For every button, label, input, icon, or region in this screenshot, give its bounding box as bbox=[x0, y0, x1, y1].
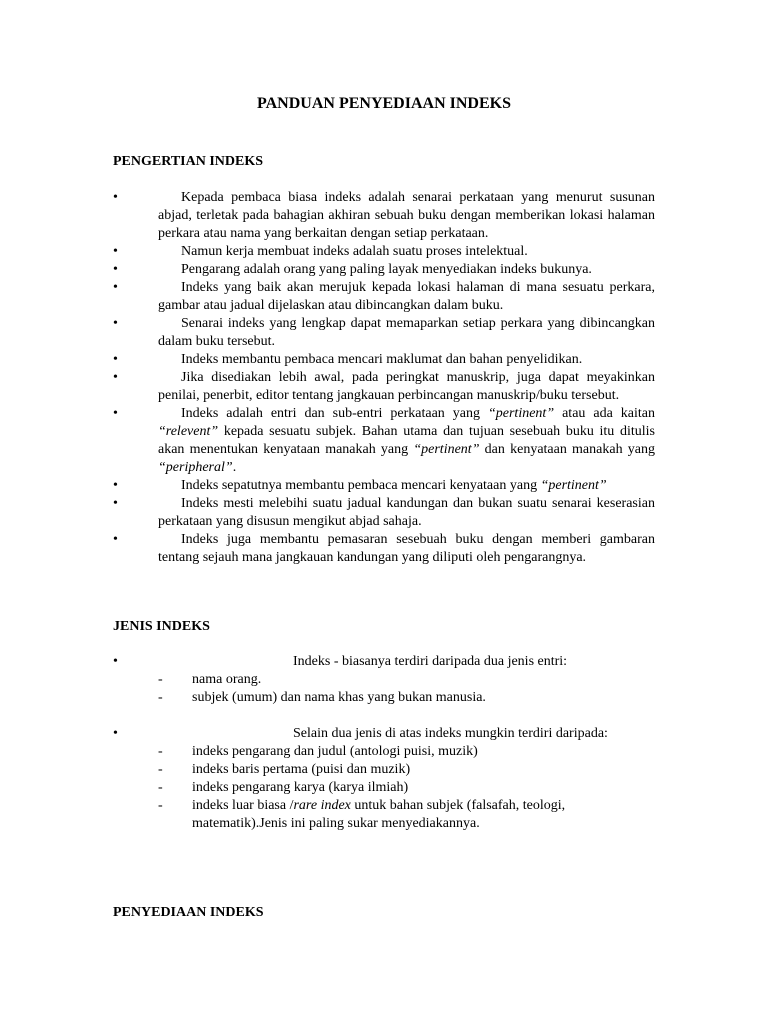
bullet-icon: • bbox=[113, 352, 118, 367]
italic-term: “pertinent” bbox=[540, 478, 607, 493]
dash-icon: - bbox=[158, 762, 163, 777]
bullet-icon: • bbox=[113, 532, 118, 547]
document-title: PANDUAN PENYEDIAAN INDEKS bbox=[257, 95, 511, 112]
list-item-text: Namun kerja membuat indeks adalah suatu proses intelektual. bbox=[181, 244, 528, 259]
list-item-lead: Selain dua jenis di atas indeks mungkin terdiri daripada: bbox=[293, 726, 608, 741]
bullet-icon: • bbox=[113, 726, 118, 741]
sub-list-item bbox=[113, 779, 655, 797]
jenis-list bbox=[113, 653, 655, 833]
pengertian-bullet-list bbox=[113, 189, 655, 567]
sub-list-item-text: nama orang. bbox=[192, 672, 262, 687]
list-item bbox=[113, 351, 655, 369]
sub-list-item bbox=[113, 689, 655, 707]
sub-list-item-text: indeks luar biasa /rare index untuk bahan subjek (falsafah, teologi, matematik).Jenis ini paling sukar menyediakannya. bbox=[192, 798, 566, 831]
sub-list bbox=[113, 743, 655, 833]
spacer bbox=[113, 707, 655, 725]
sub-list-item bbox=[113, 671, 655, 689]
list-item bbox=[113, 531, 655, 567]
list-item-text: Indeks yang baik akan merujuk kepada lokasi halaman di mana sesuatu perkara, gambar atau jadual dijelaskan atau dibincangkan dalam buku. bbox=[158, 280, 655, 313]
sub-list-item-text: indeks baris pertama (puisi dan muzik) bbox=[192, 762, 411, 777]
bullet-icon: • bbox=[113, 244, 118, 259]
section-heading-pengertian: PENGERTIAN INDEKS bbox=[113, 154, 264, 169]
list-item-text: Indeks sepatutnya membantu pembaca mencari kenyataan yang “pertinent” bbox=[181, 478, 607, 493]
section-heading-penyediaan: PENYEDIAAN INDEKS bbox=[113, 905, 264, 920]
list-item-text: Jika disediakan lebih awal, pada peringkat manuskrip, juga dapat meyakinkan penilai, penerbit, editor tentang jangkauan perbincangan manuskrip/buku tersebut. bbox=[158, 370, 655, 403]
bullet-icon: • bbox=[113, 316, 118, 331]
sub-list-item-text: indeks pengarang karya (karya ilmiah) bbox=[192, 780, 409, 795]
list-item-text: Indeks juga membantu pemasaran sesebuah buku dengan memberi gambaran tentang sejauh mana jangkauan kandungan yang diliputi oleh pengarangnya. bbox=[158, 532, 655, 565]
bullet-icon: • bbox=[113, 496, 118, 511]
italic-term: “pertinent” bbox=[413, 442, 480, 457]
list-item-text: Pengarang adalah orang yang paling layak menyediakan indeks bukunya. bbox=[181, 262, 592, 277]
list-item bbox=[113, 261, 655, 279]
sub-list-item-text: subjek (umum) dan nama khas yang bukan manusia. bbox=[192, 690, 486, 705]
sub-list-item-text: indeks pengarang dan judul (antologi puisi, muzik) bbox=[192, 744, 478, 759]
list-item bbox=[113, 243, 655, 261]
bullet-icon: • bbox=[113, 370, 118, 385]
list-item bbox=[113, 189, 655, 243]
bullet-icon: • bbox=[113, 478, 118, 493]
bullet-icon: • bbox=[113, 280, 118, 295]
dash-icon: - bbox=[158, 690, 163, 705]
list-item-lead: Indeks - biasanya terdiri daripada dua jenis entri: bbox=[293, 654, 568, 669]
bullet-icon: • bbox=[113, 654, 118, 669]
dash-icon: - bbox=[158, 744, 163, 759]
bullet-icon: • bbox=[113, 406, 118, 421]
list-item-text: Senarai indeks yang lengkap dapat memaparkan setiap perkara yang dibincangkan dalam buku tersebut. bbox=[158, 316, 655, 349]
list-item bbox=[113, 477, 655, 495]
bullet-icon: • bbox=[113, 190, 118, 205]
list-item bbox=[113, 315, 655, 351]
list-item bbox=[113, 279, 655, 315]
section-heading-jenis: JENIS INDEKS bbox=[113, 619, 210, 634]
list-item-text: Indeks adalah entri dan sub-entri perkataan yang “pertinent” atau ada kaitan “relevent” kepada sesuatu subjek. Bahan utama dan tujuan sesebuah buku itu ditulis akan menentukan kenyataan manakah yang “pertinent” dan kenyataan manakah yang “peripheral”. bbox=[158, 406, 656, 475]
list-item-text: Kepada pembaca biasa indeks adalah senarai perkataan yang menurut susunan abjad, terletak pada bahagian akhiran sebuah buku dengan memberikan lokasi halaman perkara atau nama yang berkaitan dengan setiap perkataan. bbox=[158, 190, 655, 241]
italic-term: “relevent” bbox=[158, 424, 219, 439]
dash-icon: - bbox=[158, 780, 163, 795]
bullet-icon: • bbox=[113, 262, 118, 277]
list-item-text: Indeks mesti melebihi suatu jadual kandungan dan bukan suatu senarai keserasian perkataan yang disusun mengikut abjad sahaja. bbox=[158, 496, 655, 529]
list-item bbox=[113, 369, 655, 405]
dash-icon: - bbox=[158, 798, 163, 813]
list-item bbox=[113, 405, 655, 477]
italic-term: rare index bbox=[293, 798, 351, 813]
sub-list bbox=[113, 671, 655, 707]
italic-term: “peripheral” bbox=[158, 460, 233, 475]
list-item bbox=[113, 725, 655, 743]
list-item bbox=[113, 495, 655, 531]
sub-list-item bbox=[113, 797, 655, 833]
sub-list-item bbox=[113, 761, 655, 779]
list-item bbox=[113, 653, 655, 671]
list-item-text: Indeks membantu pembaca mencari maklumat dan bahan penyelidikan. bbox=[181, 352, 583, 367]
sub-list-item bbox=[113, 743, 655, 761]
dash-icon: - bbox=[158, 672, 163, 687]
italic-term: “pertinent” bbox=[487, 406, 555, 421]
